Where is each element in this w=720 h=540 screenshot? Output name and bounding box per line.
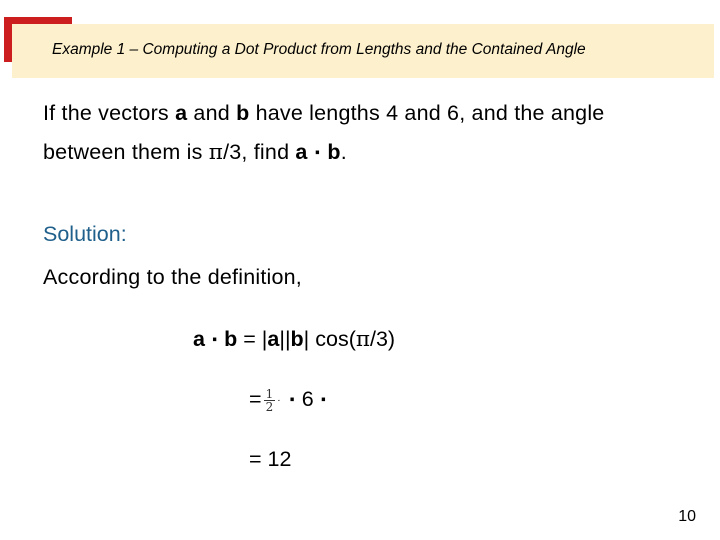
- problem-line-2: [43, 140, 347, 165]
- text-segment: = |: [237, 327, 268, 351]
- vector-b: b: [327, 140, 341, 164]
- slide-title: Example 1 – Computing a Dot Product from Lengths and the Contained Angle: [52, 41, 586, 58]
- dot-operator: ⋅: [319, 389, 327, 411]
- page-number: 10: [678, 508, 696, 525]
- pi-symbol: π: [355, 327, 370, 352]
- multiply-dot: ·: [277, 394, 281, 406]
- text-segment: have lengths 4 and 6, and the angle: [249, 101, 605, 125]
- problem-line-1: [43, 101, 604, 126]
- solution-label: Solution:: [43, 222, 127, 246]
- vector-b: b: [236, 101, 250, 125]
- vector-b: b: [224, 327, 238, 351]
- fraction-denominator: 2: [265, 399, 274, 414]
- dot-operator: ⋅: [288, 389, 296, 411]
- pi-symbol: π: [208, 140, 224, 165]
- vector-a: a: [193, 327, 205, 351]
- vector-a: a: [175, 101, 188, 125]
- vector-a: a: [267, 327, 280, 351]
- definition-text: According to the definition,: [43, 265, 302, 289]
- text-segment: /3): [370, 327, 396, 351]
- text-segment: /3, find: [223, 140, 296, 164]
- equation-3: = 12: [249, 447, 292, 471]
- number-six: 6: [301, 387, 314, 411]
- text-segment: .: [340, 140, 347, 164]
- dot-operator: ⋅: [210, 329, 219, 351]
- equation-2: [249, 387, 327, 413]
- text-segment: and: [187, 101, 237, 125]
- text-segment: between them is: [43, 140, 209, 164]
- equals-sign: =: [249, 387, 262, 411]
- fraction-one-half: [264, 388, 276, 413]
- equation-1: [193, 327, 395, 352]
- text-segment: If the vectors: [43, 101, 176, 125]
- dot-operator: ⋅: [313, 142, 322, 164]
- fraction-numerator: 1: [265, 386, 274, 401]
- text-segment: | cos(: [303, 327, 356, 351]
- text-segment: ||: [279, 327, 291, 351]
- vector-a: a: [295, 140, 308, 164]
- vector-b: b: [290, 327, 304, 351]
